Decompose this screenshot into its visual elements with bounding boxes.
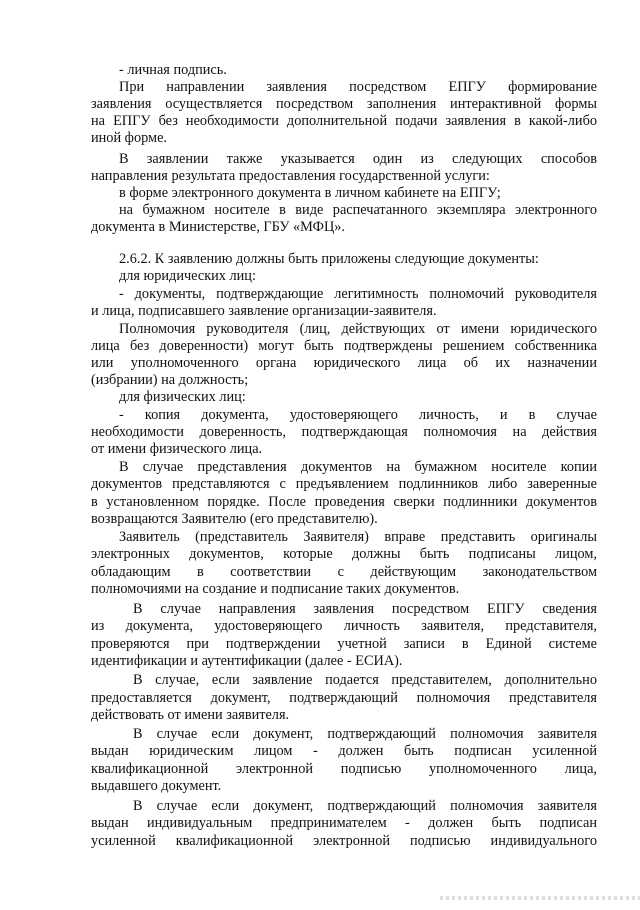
- text-line: В случае если документ, подтверждающий полномочия заявителя: [133, 798, 597, 814]
- text-line: выдан юридическим лицом - должен быть подписан усиленной: [91, 743, 597, 759]
- text-line: идентификации и аутентификации (далее - ЕСИА).: [91, 653, 403, 669]
- text-line: В случае представления документов на бумажном носителе копии: [119, 459, 597, 475]
- text-line: на бумажном носителе в виде распечатанного экземпляра электронного: [119, 202, 597, 218]
- text-line: документов представляются с предъявлением подлинников либо заверенные: [91, 476, 597, 492]
- scan-edge-mark: [440, 896, 640, 900]
- text-line: В заявлении также указывается один из следующих способов: [119, 151, 597, 167]
- text-line: от имени физического лица.: [91, 441, 263, 457]
- text-line: Полномочия руководителя (лиц, действующих от имени юридического: [119, 321, 597, 337]
- text-line: предоставляется документ, подтверждающий полномочия представителя: [91, 690, 597, 706]
- text-line: документа в Министерстве, ГБУ «МФЦ».: [91, 219, 346, 235]
- text-line: иной форме.: [91, 130, 167, 146]
- text-line: возвращаются Заявителю (его представителю).: [91, 511, 378, 527]
- text-line: на ЕПГУ без необходимости дополнительной подачи заявления в какой-либо: [91, 113, 597, 129]
- text-line: лица без доверенности) могут быть подтверждены решением собственника: [91, 338, 597, 354]
- text-line: и лица, подписавшего заявление организации-заявителя.: [91, 303, 437, 319]
- text-line: необходимости доверенность, подтверждающая полномочия на действия: [91, 424, 597, 440]
- text-line: В случае, если заявление подается представителем, дополнительно: [133, 672, 597, 688]
- text-line: - копия документа, удостоверяющего личность, и в случае: [119, 407, 597, 423]
- text-line: - документы, подтверждающие легитимность полномочий руководителя: [119, 286, 597, 302]
- text-line: заявления осуществляется посредством заполнения интерактивной формы: [91, 96, 597, 112]
- text-line: обладающим в соответствии с действующим законодательством: [91, 564, 597, 580]
- text-line: электронных документов, которые должны быть подписаны лицом,: [91, 546, 597, 562]
- text-line: выдан индивидуальным предпринимателем - должен быть подписан: [91, 815, 597, 831]
- text-line: полномочиями на создание и подписание таких документов.: [91, 581, 460, 597]
- text-line: в установленном порядке. После проведения сверки подлинники документов: [91, 494, 597, 510]
- text-line: в форме электронного документа в личном кабинете на ЕПГУ;: [119, 185, 501, 201]
- text-line: Заявитель (представитель Заявителя) вправе представить оригиналы: [119, 529, 597, 545]
- text-line: В случае направления заявления посредством ЕПГУ сведения: [133, 601, 597, 617]
- text-line: усиленной квалификационной электронной подписью индивидуального: [91, 833, 597, 849]
- text-line: действовать от имени заявителя.: [91, 707, 290, 723]
- text-line: (избрании) на должность;: [91, 372, 249, 388]
- text-line: или уполномоченного органа юридического лица об их назначении: [91, 355, 597, 371]
- text-line: - личная подпись.: [119, 62, 227, 78]
- text-line: проверяются при подтверждении учетной записи в Единой системе: [91, 636, 597, 652]
- text-line: В случае если документ, подтверждающий полномочия заявителя: [133, 726, 597, 742]
- text-line: для юридических лиц:: [119, 268, 256, 284]
- text-line: для физических лиц:: [119, 389, 246, 405]
- text-line: выдавшего документ.: [91, 778, 222, 794]
- text-line: квалификационной электронной подписью уполномоченного лица,: [91, 761, 597, 777]
- text-line: направления результата предоставления государственной услуги:: [91, 168, 490, 184]
- text-line: из документа, удостоверяющего личность заявителя, представителя,: [91, 618, 597, 634]
- text-line: При направлении заявления посредством ЕПГУ формирование: [119, 79, 597, 95]
- text-line: 2.6.2. К заявлению должны быть приложены следующие документы:: [119, 251, 539, 267]
